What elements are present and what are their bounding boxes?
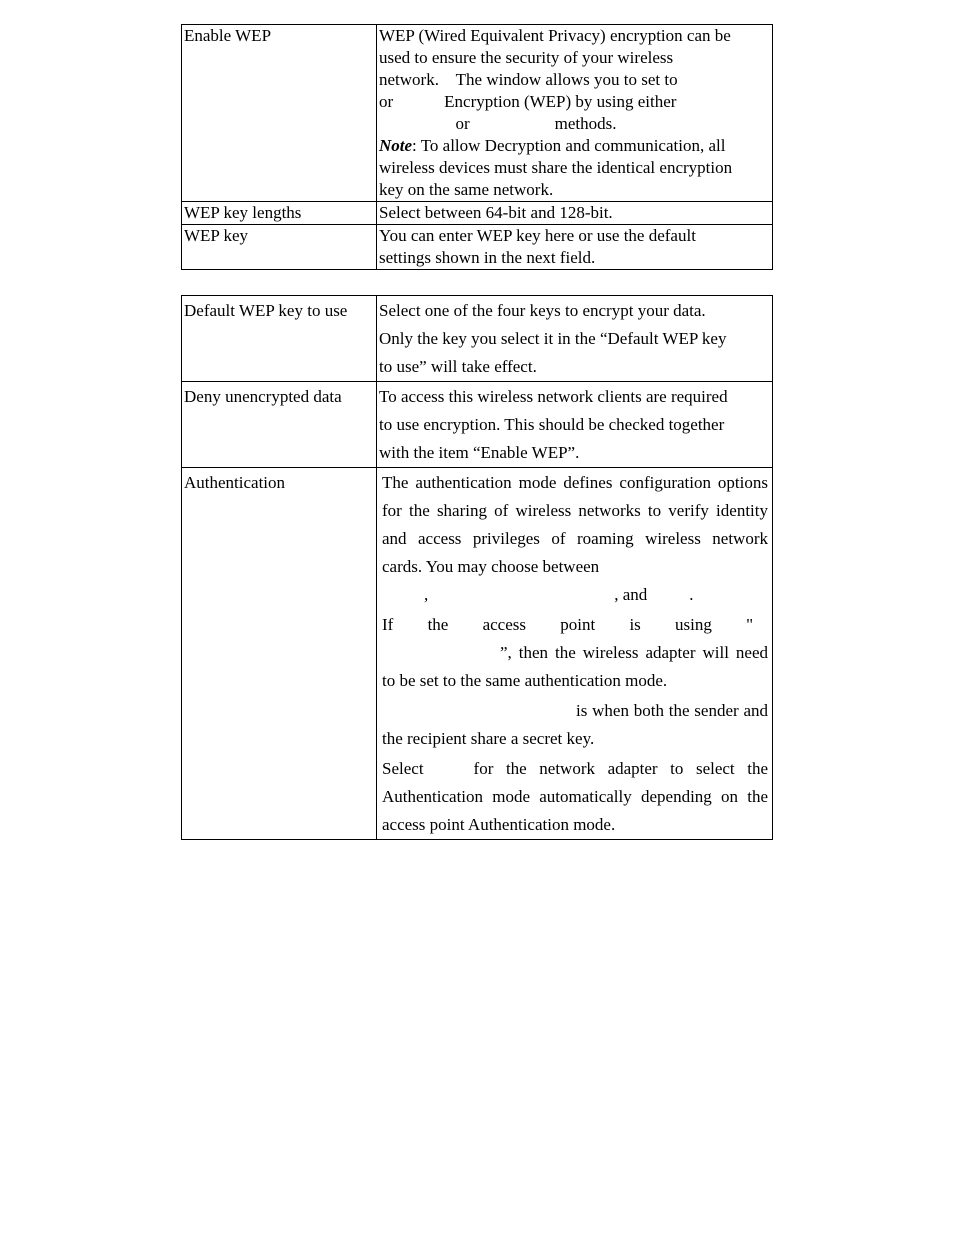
row-description-wep-key — [377, 225, 773, 270]
row-description-wep-key-lengths — [377, 202, 773, 225]
note-line: wireless devices must share the identical encryption — [379, 158, 733, 177]
description-line: with the item “Enable WEP”. — [379, 443, 580, 462]
note-text: : To allow Decryption and communication, all — [412, 136, 726, 155]
description-line: to use” will take effect. — [379, 357, 537, 376]
table-row — [182, 296, 773, 382]
row-label-enable-wep: Enable WEP — [182, 25, 377, 202]
auth-text: ”, then the wireless adapter will need to be set to the same authentication mode. — [382, 643, 768, 690]
auth-text: is when both the sender and the recipient share a secret key. — [382, 701, 768, 748]
description-line: Select between 64-bit and 128-bit. — [379, 203, 613, 222]
auth-paragraph-2 — [382, 611, 768, 695]
auth-paragraph-4 — [382, 755, 768, 839]
auth-text: . — [689, 585, 694, 604]
row-description-authentication — [377, 468, 773, 840]
row-description-default-wep-key — [377, 296, 773, 382]
description-line: Only the key you select it in the “Default WEP key — [379, 329, 727, 348]
description-line: network. The window allows you to set to — [379, 70, 678, 89]
table-row — [182, 25, 773, 202]
description-line: or Encryption (WEP) by using either — [379, 92, 677, 111]
description-line: Select one of the four keys to encrypt your data. — [379, 301, 706, 320]
note-line: key on the same network. — [379, 180, 554, 199]
note-label: Note — [379, 136, 413, 155]
description-line: WEP (Wired Equivalent Privacy) encryption can be — [379, 26, 731, 45]
row-label-deny-unencrypted: Deny unencrypted data — [182, 382, 377, 468]
auth-paragraph-1 — [382, 469, 768, 609]
auth-text: Select — [382, 759, 424, 778]
wep-options-table — [181, 295, 773, 840]
table-row — [182, 225, 773, 270]
note-line — [379, 135, 768, 157]
table-row — [182, 382, 773, 468]
description-line: To access this wireless network clients are required — [379, 387, 728, 406]
wep-settings-table — [181, 24, 773, 270]
auth-text: for the network adapter to select the Authentication mode automatically depending on the access point Authentication mode. — [382, 759, 768, 834]
row-label-authentication: Authentication — [182, 468, 377, 840]
description-line: You can enter WEP key here or use the default — [379, 226, 696, 245]
auth-text: If the access point is using " — [382, 615, 754, 634]
description-line: to use encryption. This should be checked together — [379, 415, 725, 434]
auth-text: , and — [614, 585, 648, 604]
auth-text: The authentication mode defines configuration options for the sharing of wireless networks to verify identity and access privileges of roaming wireless network cards. You may choose between — [382, 473, 768, 576]
row-description-deny-unencrypted — [377, 382, 773, 468]
description-line: or methods. — [379, 114, 617, 133]
row-description-enable-wep — [377, 25, 773, 202]
table-row — [182, 202, 773, 225]
auth-paragraph-3 — [382, 697, 768, 753]
auth-text: , — [424, 585, 429, 604]
table-row — [182, 468, 773, 840]
row-label-wep-key-lengths: WEP key lengths — [182, 202, 377, 225]
description-line: used to ensure the security of your wireless — [379, 48, 674, 67]
description-line: settings shown in the next field. — [379, 248, 596, 267]
row-label-default-wep-key: Default WEP key to use — [182, 296, 377, 382]
row-label-wep-key: WEP key — [182, 225, 377, 270]
